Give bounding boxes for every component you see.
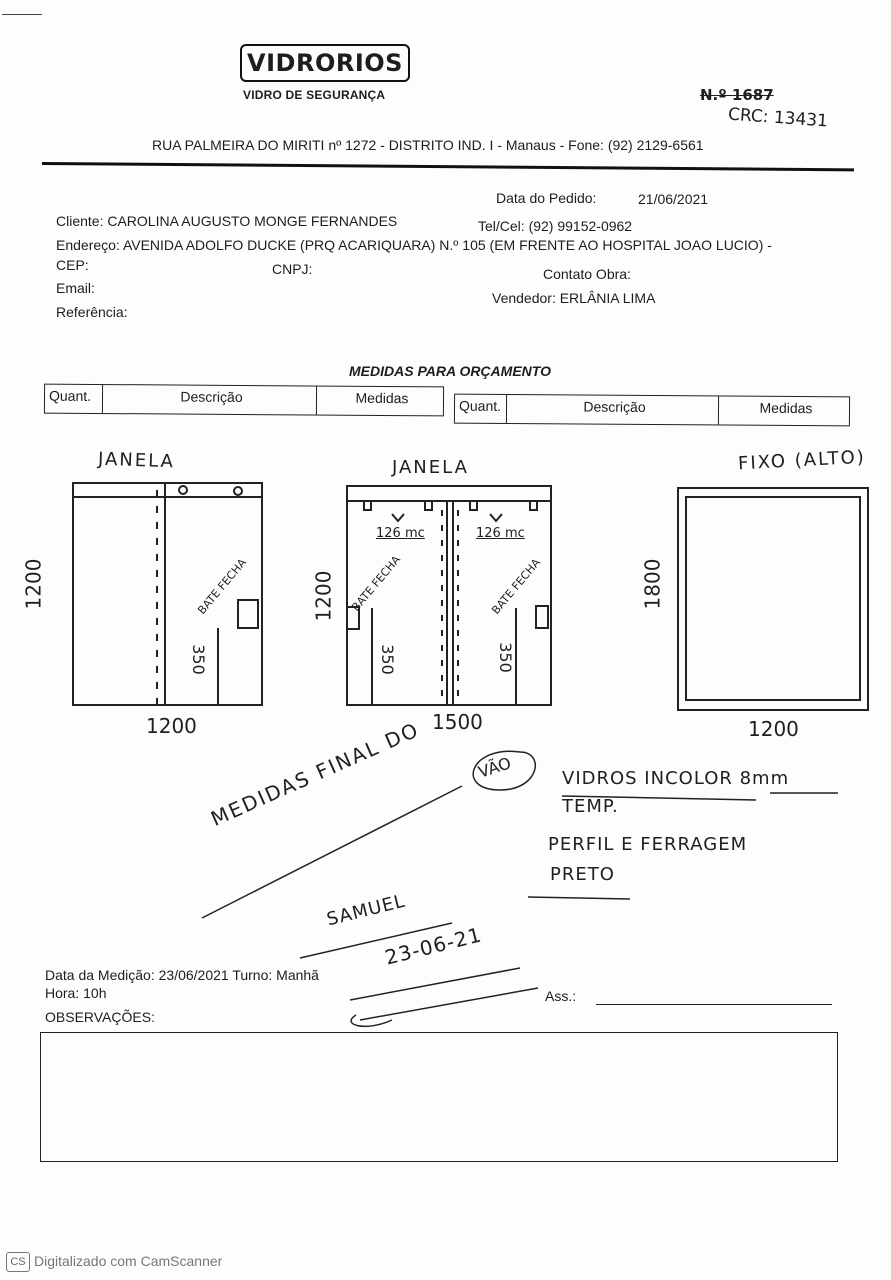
client-name: Cliente: CAROLINA AUGUSTO MONGE FERNANDES [56, 213, 398, 229]
col-medidas: Medidas [355, 389, 409, 407]
email-label: Email: [56, 280, 95, 296]
note-perfil: PERFIL E FERRAGEM [548, 834, 748, 855]
note-preto: PRETO [550, 864, 615, 885]
col-quant: Quant. [45, 385, 103, 413]
fixed-height: 1800 [640, 558, 665, 610]
col-medidas: Medidas [759, 399, 813, 417]
col-quant: Quant. [455, 395, 507, 423]
window2-height: 1200 [311, 570, 336, 622]
ass-label: Ass.: [545, 988, 577, 1004]
client-address: Endereço: AVENIDA ADOLFO DUCKE (PRQ ACARIQUARA) N.º 105 (EM FRENTE AO HOSPITAL JOAO LUCIO) - [56, 237, 772, 253]
client-phone: Tel/Cel: (92) 99152-0962 [478, 218, 633, 234]
note-temp: TEMP. [562, 796, 619, 817]
cnpj-label: CNPJ: [272, 261, 313, 277]
window1-title: JANELA [97, 448, 176, 473]
company-logo: VIDRORIOS [240, 44, 410, 82]
measurement-date: Data da Medição: 23/06/2021 Turno: Manhã [45, 967, 319, 983]
order-number: N.º 1687 [700, 86, 774, 104]
window2-lock-left: 126 mc [376, 526, 425, 541]
company-address: RUA PALMEIRA DO MIRITI nº 1272 - DISTRITO IND. I - Manaus - Fone: (92) 2129-6561 [152, 137, 704, 153]
window2-label-left: BATE FECHA [349, 553, 403, 614]
window1-label: BATE FECHA [195, 556, 249, 617]
col-descricao: Descrição [103, 385, 317, 414]
note-date: 23-06-21 [382, 922, 485, 970]
window2-dim-right: 350 [495, 642, 515, 673]
window1-dim: 350 [188, 644, 208, 675]
crc-code: CRC: 13431 [727, 104, 829, 132]
fixed-window-drawing [678, 488, 868, 710]
signature-line [596, 1004, 832, 1005]
vendedor: Vendedor: ERLÂNIA LIMA [492, 290, 656, 306]
observacoes-box [40, 1032, 838, 1162]
window2-label-right: BATE FECHA [489, 556, 543, 617]
measurement-hour: Hora: 10h [45, 985, 107, 1001]
note-vidros: VIDROS INCOLOR 8mm [562, 768, 790, 789]
window1-height: 1200 [21, 558, 46, 610]
window2-dim-left: 350 [377, 644, 397, 675]
camscanner-text: Digitalizado com CamScanner [34, 1253, 223, 1269]
note-medidas-final: MEDIDAS FINAL DO [207, 717, 424, 831]
order-date-label: Data do Pedido: [496, 190, 597, 206]
contato-label: Contato Obra: [543, 266, 631, 282]
camscanner-logo: CS [6, 1252, 30, 1272]
referencia-label: Referência: [56, 304, 128, 320]
observacoes-label: OBSERVAÇÕES: [45, 1009, 155, 1025]
fixed-width: 1200 [748, 717, 799, 741]
window1-width: 1200 [146, 714, 197, 738]
window1-drawing [73, 483, 262, 705]
window2-width: 1500 [432, 710, 483, 734]
window2-title: JANELA [392, 457, 469, 478]
cep-label: CEP: [56, 257, 89, 273]
col-descricao: Descrição [507, 395, 719, 424]
note-vao: VÃO [475, 753, 514, 782]
company-tagline: VIDRO DE SEGURANÇA [243, 88, 386, 102]
fixed-title: FIXO (ALTO) [737, 446, 867, 475]
section-title: MEDIDAS PARA ORÇAMENTO [349, 363, 551, 379]
window2-lock-right: 126 mc [476, 526, 525, 541]
order-date-value: 21/06/2021 [638, 191, 709, 207]
note-samuel: SAMUEL [324, 890, 408, 931]
